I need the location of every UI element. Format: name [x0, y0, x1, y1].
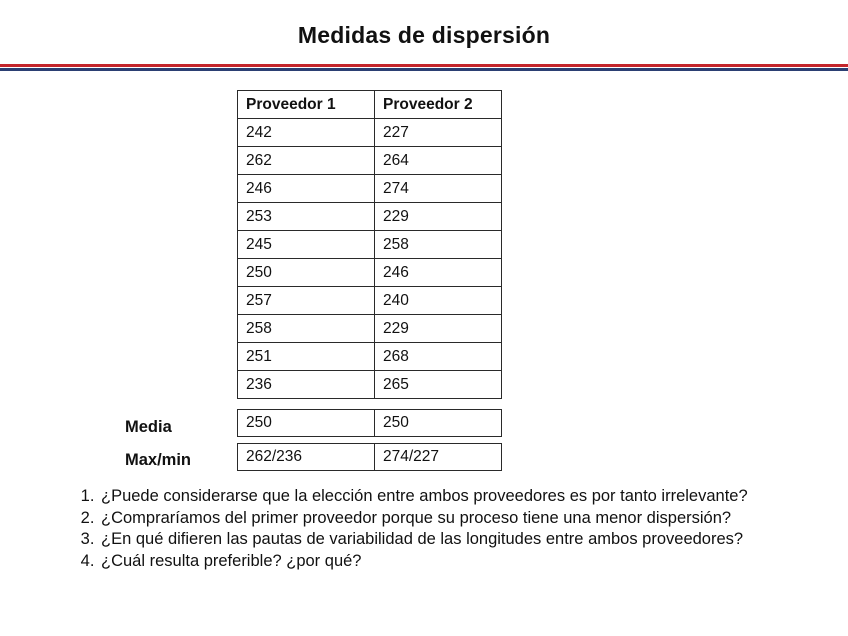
page-title: Medidas de dispersión [297, 22, 551, 48]
table-cell: 251 [238, 343, 375, 371]
maxmin-row [238, 444, 502, 471]
table-row [238, 203, 502, 231]
media-row [238, 410, 502, 437]
question-item-4: 4. ¿Cuál resulta preferible? ¿por qué? [99, 551, 848, 573]
table-cell: 274 [375, 175, 502, 203]
media-value-proveedor-2: 250 [375, 410, 502, 437]
table-cell: 240 [375, 287, 502, 315]
table-row [238, 119, 502, 147]
table-cell: 257 [238, 287, 375, 315]
table-cell: 268 [375, 343, 502, 371]
table-row [238, 231, 502, 259]
table-cell: 242 [238, 119, 375, 147]
question-item-1: 1. ¿Puede considerarse que la elección entre ambos proveedores es por tanto irrelevante? [99, 486, 848, 508]
column-header-proveedor-1: Proveedor 1 [238, 91, 375, 119]
table-row [238, 175, 502, 203]
table-cell: 264 [375, 147, 502, 175]
table-cell: 258 [238, 315, 375, 343]
column-header-proveedor-2: Proveedor 2 [375, 91, 502, 119]
table-row [238, 371, 502, 399]
table-row [238, 147, 502, 175]
maxmin-value-proveedor-2: 274/227 [375, 444, 502, 471]
table-cell: 258 [375, 231, 502, 259]
maxmin-value-proveedor-1: 262/236 [238, 444, 375, 471]
table-cell: 229 [375, 203, 502, 231]
supplier-data-table [237, 90, 502, 399]
table-cell: 229 [375, 315, 502, 343]
table-cell: 265 [375, 371, 502, 399]
question-item-2: 2. ¿Compraríamos del primer proveedor porque su proceso tiene una menor dispersión? [99, 508, 848, 530]
table-row [238, 343, 502, 371]
table-row [238, 315, 502, 343]
maxmin-label: Max/min [125, 451, 192, 469]
media-value-proveedor-1: 250 [238, 410, 375, 437]
table-cell: 236 [238, 371, 375, 399]
table-row [238, 287, 502, 315]
maxmin-table [237, 443, 502, 471]
table-cell: 227 [375, 119, 502, 147]
table-header-row [238, 91, 502, 119]
header-divider-blue [0, 68, 848, 71]
header-divider-red [0, 64, 848, 67]
table-row [238, 259, 502, 287]
question-item-3: 3. ¿En qué difieren las pautas de variabilidad de las longitudes entre ambos proveedores? [99, 529, 848, 551]
table-cell: 246 [375, 259, 502, 287]
media-table [237, 409, 502, 437]
table-cell: 250 [238, 259, 375, 287]
questions-list [70, 486, 848, 572]
table-cell: 262 [238, 147, 375, 175]
table-cell: 246 [238, 175, 375, 203]
table-cell: 245 [238, 231, 375, 259]
media-label: Media [125, 418, 172, 436]
table-cell: 253 [238, 203, 375, 231]
